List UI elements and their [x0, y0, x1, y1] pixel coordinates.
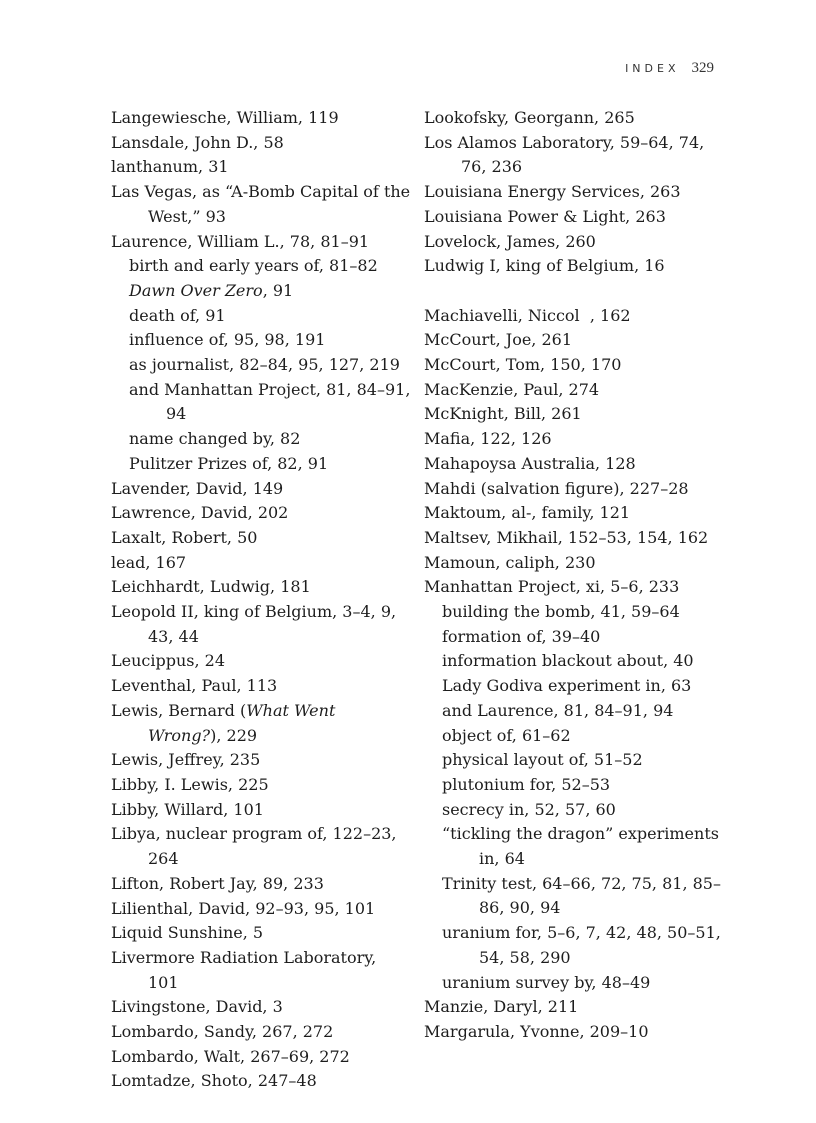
index-subentry: name changed by, 82: [129, 429, 301, 449]
index-entry: Lewis, Bernard (What Went Wrong?), 229: [111, 700, 336, 745]
index-entry: Liquid Sunshine, 5: [111, 923, 264, 943]
index-entry: lanthanum, 31: [111, 157, 229, 177]
index-entry: Laurence, William L., 78, 81–91: [111, 231, 370, 251]
index-entry: Mafia, 122, 126: [424, 429, 552, 449]
index-subentry: object of, 61–62: [442, 725, 571, 745]
running-head-label: INDEX: [625, 62, 680, 75]
italic-title: What Went Wrong?: [148, 700, 336, 745]
index-subentry: birth and early years of, 81–82: [129, 256, 378, 276]
italic-title: Dawn Over Zero: [129, 280, 263, 300]
index-entry: Lewis, Jeffrey, 235: [111, 750, 261, 770]
index-subentry: Pulitzer Prizes of, 82, 91: [129, 453, 329, 473]
index-entry: Lansdale, John D., 58: [111, 132, 284, 152]
index-subentry: Trinity test, 64–66, 72, 75, 81, 85–86, 90, 94: [442, 873, 721, 918]
index-entry: Lookofsky, Georgann, 265: [424, 108, 635, 127]
index-entry: Louisiana Energy Services, 263: [424, 182, 681, 202]
index-entry: Mahapoysa Australia, 128: [424, 453, 636, 473]
index-subentry: information blackout about, 40: [442, 651, 694, 671]
index-entry: Langewiesche, William, 119: [111, 108, 339, 127]
index-entry: Manzie, Daryl, 211: [424, 997, 579, 1017]
index-entry: Lawrence, David, 202: [111, 503, 289, 523]
index-subentry: secrecy in, 52, 57, 60: [442, 799, 616, 819]
index-entry: Mamoun, caliph, 230: [424, 552, 596, 572]
index-entry: Mahdi (salvation figure), 227–28: [424, 478, 689, 498]
index-entry: MacKenzie, Paul, 274: [424, 379, 600, 399]
index-subentry: uranium for, 5–6, 7, 42, 48, 50–51, 54, 58, 290: [442, 923, 721, 967]
index-entry: Leucippus, 24: [111, 651, 226, 671]
index-entry: Livermore Radiation Laboratory, 101: [111, 947, 377, 992]
index-entry: Maltsev, Mikhail, 152–53, 154, 162: [424, 527, 709, 547]
index-subentry: formation of, 39–40: [442, 626, 601, 646]
index-entry: Lovelock, James, 260: [424, 231, 596, 251]
index-entry: Laxalt, Robert, 50: [111, 527, 258, 547]
index-subentry: and Laurence, 81, 84–91, 94: [442, 700, 674, 720]
index-entry: Libby, Willard, 101: [111, 799, 264, 819]
index-subentry: physical layout of, 51–52: [442, 750, 643, 770]
index-subentry: uranium survey by, 48–49: [442, 972, 651, 992]
index-entry: Manhattan Project, xi, 5–6, 233: [424, 577, 680, 597]
index-entry: Libya, nuclear program of, 122–23, 264: [111, 824, 397, 869]
running-head: [625, 60, 714, 77]
index-subentry: as journalist, 82–84, 95, 127, 219: [129, 355, 400, 375]
index-entry: Lombardo, Sandy, 267, 272: [111, 1022, 334, 1042]
index-entry: McKnight, Bill, 261: [424, 404, 582, 424]
index-subentry: death of, 91: [129, 305, 226, 325]
index-subentry: plutonium for, 52–53: [442, 774, 611, 794]
index-entry: Lifton, Robert Jay, 89, 233: [111, 873, 324, 893]
page-number: 329: [691, 60, 714, 76]
index-entry: Leichhardt, Ludwig, 181: [111, 577, 311, 597]
index-entry: Lombardo, Walt, 267–69, 272: [111, 1046, 350, 1066]
index-entry: Machiavelli, Niccol , 162: [424, 305, 631, 325]
index-entry: Leopold II, king of Belgium, 3–4, 9, 43, 44: [111, 602, 397, 646]
index-entry: Louisiana Power & Light, 263: [424, 206, 666, 226]
index-subentry: building the bomb, 41, 59–64: [442, 602, 680, 622]
index-entry: Margarula, Yvonne, 209–10: [424, 1022, 649, 1041]
index-entry: Maktoum, al-, family, 121: [424, 503, 631, 523]
index-entry: lead, 167: [111, 552, 187, 572]
index-subentry: influence of, 95, 98, 191: [129, 330, 326, 350]
index-entry: Livingstone, David, 3: [111, 997, 283, 1017]
index-entry: Ludwig I, king of Belgium, 16: [424, 256, 665, 276]
index-column-left: [111, 106, 411, 1094]
index-entry: Lilienthal, David, 92–93, 95, 101: [111, 898, 376, 918]
index-subentry: and Manhattan Project, 81, 84–91, 94: [129, 379, 411, 424]
index-column-right: [424, 106, 724, 1045]
index-subentry: “tickling the dragon” experiments in, 64: [442, 824, 719, 869]
index-entry: McCourt, Joe, 261: [424, 330, 572, 350]
index-entry: Libby, I. Lewis, 225: [111, 774, 269, 794]
index-entry: Lavender, David, 149: [111, 478, 284, 498]
index-entry: Leventhal, Paul, 113: [111, 676, 278, 696]
index-subentry: Dawn Over Zero, 91: [129, 280, 294, 300]
index-entry: Lomtadze, Shoto, 247–48: [111, 1071, 317, 1091]
index-entry: McCourt, Tom, 150, 170: [424, 355, 622, 375]
index-subentry: Lady Godiva experiment in, 63: [442, 676, 692, 696]
index-entry: Las Vegas, as “A-Bomb Capital of the West,” 93: [111, 182, 411, 226]
index-entry: Los Alamos Laboratory, 59–64, 74, 76, 236: [424, 132, 705, 177]
